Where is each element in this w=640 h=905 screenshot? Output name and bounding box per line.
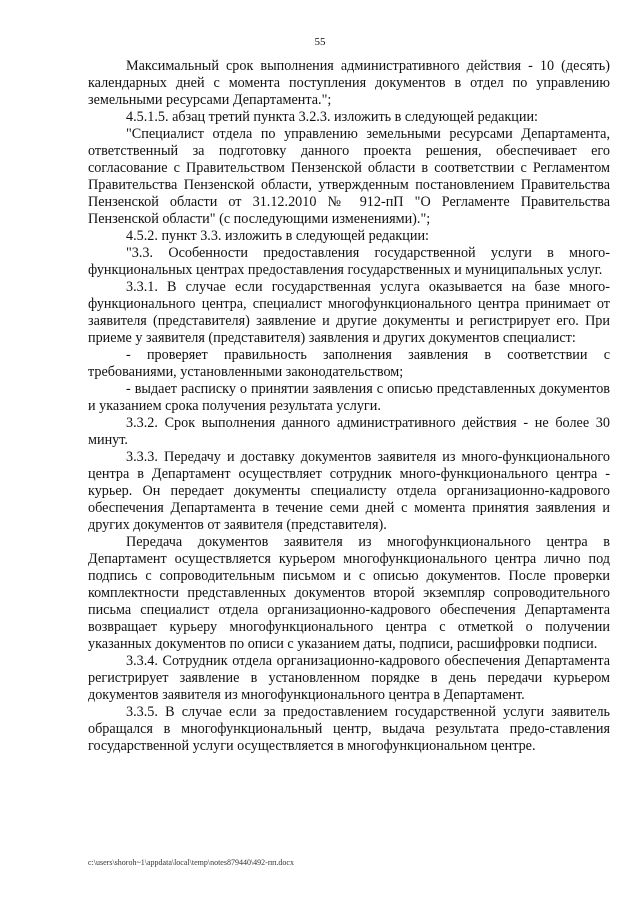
- paragraph: - проверяет правильность заполнения заявления в соответствии с требованиями, установленными законодательством;: [88, 347, 610, 380]
- paragraph: 4.5.2. пункт 3.3. изложить в следующей редакции:: [126, 228, 429, 244]
- paragraph: Максимальный срок выполнения административного действия - 10 (десять) календарных дней с момента поступления документов в отдел по управлению земельными ресурсами Департамента.";: [88, 58, 610, 108]
- paragraph: 3.3.3. Передачу и доставку документов заявителя из много-функционального центра в Департамент осуществляет сотрудник много-функционального центра - курьер. Он передает документы специалисту отдела организационно-кадрового обеспечения Департамента в течение семи дней с момента принятия заявления и других документов от заявителя (представителя).: [88, 449, 610, 533]
- paragraph: 4.5.1.5. абзац третий пункта 3.2.3. изложить в следующей редакции:: [126, 109, 538, 125]
- paragraph: - выдает расписку о принятии заявления с описью представленных документов и указанием срока получения результата услуги.: [88, 381, 610, 414]
- paragraph: 3.3.4. Сотрудник отдела организационно-кадрового обеспечения Департамента регистрирует заявление в установленном порядке в день передачи курьером документов заявителя из многофункционального центра в Департамент.: [88, 653, 610, 703]
- paragraph: 3.3.2. Срок выполнения данного административного действия - не более 30 минут.: [88, 415, 610, 448]
- document-body: [88, 58, 610, 755]
- paragraph: "3.3. Особенности предоставления государственной услуги в много-функциональных центрах предоставления государственных и муниципальных услуг.: [88, 245, 610, 278]
- paragraph: 3.3.5. В случае если за предоставлением государственной услуги заявитель обращался в многофункциональный центр, выдача результата предо-ставления государственной услуги осуществляется в многофункциональном центре.: [88, 704, 610, 754]
- paragraph: 3.3.1. В случае если государственная услуга оказывается на базе много-функционального центра, специалист многофункционального центра принимает от заявителя (представителя) заявление и другие документы и регистрирует его. При приеме у заявителя (представителя) заявления и других документов специалист:: [88, 279, 610, 346]
- paragraph: Передача документов заявителя из многофункционального центра в Департамент осуществляется курьером многофункционального центра лично под подпись с сопроводительным письмом и с описью документов. После проверки комплектности представленных документов второй экземпляр сопроводительного письма специалист отдела организационно-кадрового обеспечения Департамента возвращает курьеру многофункционального центра с отметкой о получении указанных документов по описи с указанием даты, подписи, расшифровки подписи.: [88, 534, 610, 652]
- paragraph: "Специалист отдела по управлению земельными ресурсами Департамента, ответственный за подготовку данного проекта решения, обеспечивает его согласование с Правительством Пензенской области в соответствии с Регламентом Правительства Пензенской области, утвержденным постановлением Правительства Пензенской области от 31.12.2010 № 912-пП "О Регламенте Правительства Пензенской области" (с последующими изменениями).";: [88, 126, 610, 227]
- page-number: 55: [314, 36, 326, 48]
- file-path-footer: c:\users\shoroh~1\appdata\local\temp\notes879440\492-пп.docx: [88, 858, 294, 867]
